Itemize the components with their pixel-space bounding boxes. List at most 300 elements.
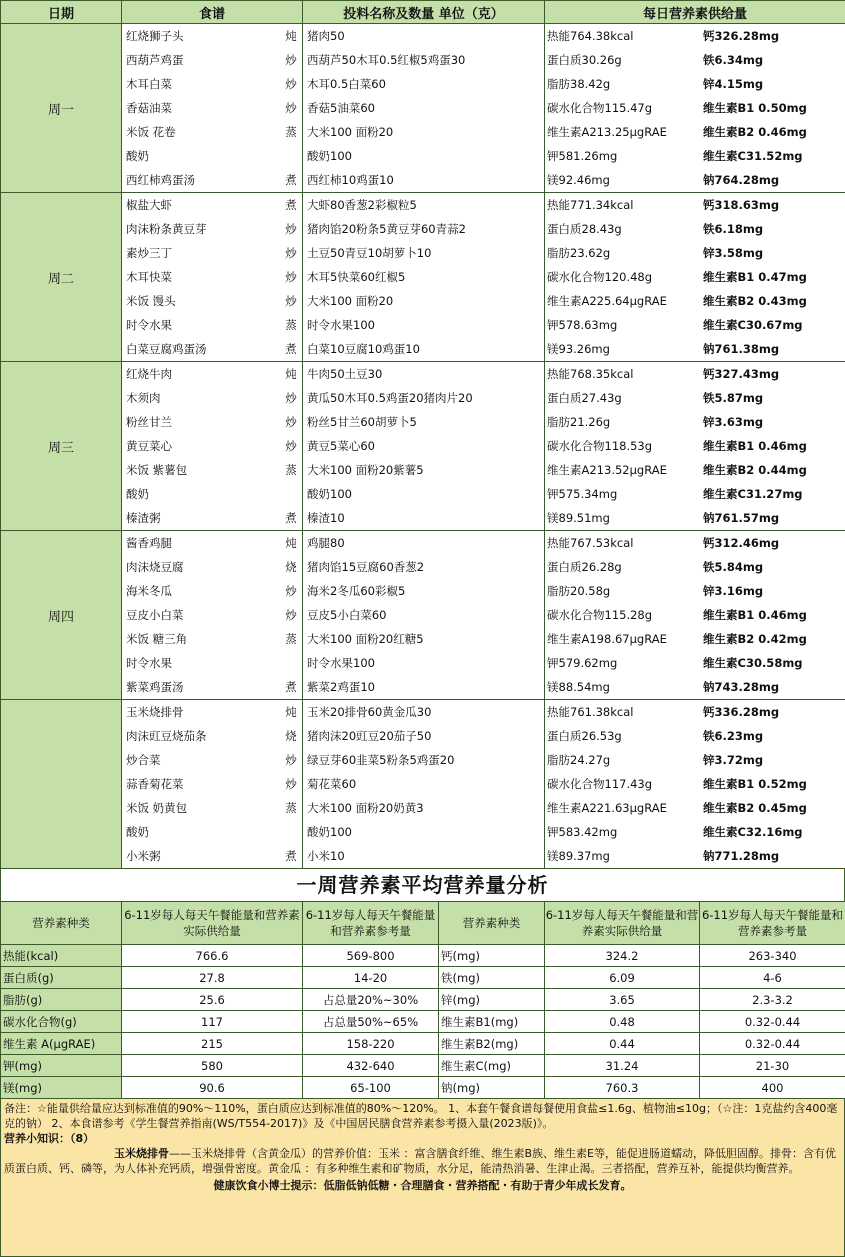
menu-body <box>1 24 845 869</box>
nutrient-value: 蛋白质26.53g <box>545 724 701 748</box>
nutrient-value: 钠743.28mg <box>701 675 845 699</box>
summary-value: 569-800 <box>303 945 439 967</box>
nutrient-value: 铁6.34mg <box>701 48 845 72</box>
nutrient-value: 锌4.15mg <box>701 72 845 96</box>
nutrient-type: 维生素 A(μgRAE) <box>1 1033 122 1055</box>
menu-day-row <box>1 24 845 193</box>
ingredient-item: 木耳0.5白菜60 <box>303 72 544 96</box>
ingredient-item: 猪肉馅15豆腐60香葱2 <box>303 555 544 579</box>
ingredient-item: 土豆50青豆10胡萝卜10 <box>303 241 544 265</box>
dish-name: 米饭 奶黄包 <box>126 796 280 820</box>
nutrient-value: 维生素B2 0.46mg <box>701 120 845 144</box>
nutrient-value: 镁92.46mg <box>545 168 701 192</box>
dish-item <box>122 24 302 48</box>
nutrient-value: 锌3.63mg <box>701 410 845 434</box>
ingredient-list <box>303 531 545 700</box>
nutrient-type: 维生素B2(mg) <box>439 1033 545 1055</box>
dish-name: 红烧牛肉 <box>126 362 280 386</box>
dish-item <box>122 820 302 844</box>
nutrient-value: 脂肪23.62g <box>545 241 701 265</box>
dish-name: 米饭 紫薯包 <box>126 458 280 482</box>
nutrient-value: 维生素A225.64μgRAE <box>545 289 701 313</box>
nutrient-row <box>545 458 845 482</box>
nutrient-type: 维生素B1(mg) <box>439 1011 545 1033</box>
dish-item <box>122 168 302 192</box>
nutrient-value: 蛋白质30.26g <box>545 48 701 72</box>
dish-item <box>122 555 302 579</box>
ingredient-item: 大米100 面粉20红糖5 <box>303 627 544 651</box>
cooking-method: 炖 <box>280 24 302 48</box>
ingredient-item: 榛渣10 <box>303 506 544 530</box>
nutrient-value: 热能764.38kcal <box>545 24 701 48</box>
dish-name: 米饭 糖三角 <box>126 627 280 651</box>
nutrient-value: 钾575.34mg <box>545 482 701 506</box>
tips-text: ——玉米烧排骨（含黄金瓜）的营养价值：玉米 ：富含膳食纤维、维生素B族、维生素E等，能促进肠道蠕动，降低胆固醇。排骨：含有优质蛋白质、钙、磷等，为人体补充钙质，增强骨密度。黄金瓜 ：有多种维生素和矿物质，水分足，能清热消暑、生津止渴。三者搭配，营养互补，能提供均衡营养。 <box>4 1147 836 1175</box>
dish-list <box>122 700 303 869</box>
nutrient-row <box>545 820 845 844</box>
nutrient-value: 维生素B1 0.46mg <box>701 603 845 627</box>
ingredient-item: 猪肉沫20豇豆20茄子50 <box>303 724 544 748</box>
cooking-method: 煮 <box>280 193 302 217</box>
summary-value: 0.32-0.44 <box>700 1011 845 1033</box>
summary-value: 90.6 <box>122 1077 303 1099</box>
menu-day-row <box>1 700 845 869</box>
nutrient-type: 热能(kcal) <box>1 945 122 967</box>
cooking-method: 炒 <box>280 579 302 603</box>
ingredient-item: 木耳5快菜60红椒5 <box>303 265 544 289</box>
ingredient-item: 时令水果100 <box>303 651 544 675</box>
dish-item <box>122 313 302 337</box>
nutrient-value: 碳水化合物115.28g <box>545 603 701 627</box>
dish-item <box>122 410 302 434</box>
dish-name: 海米冬瓜 <box>126 579 280 603</box>
nutrient-value: 铁5.87mg <box>701 386 845 410</box>
nutrient-row <box>545 675 845 699</box>
nutrient-value: 钠761.57mg <box>701 506 845 530</box>
nutrient-value: 钙336.28mg <box>701 700 845 724</box>
day-label <box>1 700 122 869</box>
ingredient-list <box>303 362 545 531</box>
ingredient-item: 大虾80香葱2彩椒粒5 <box>303 193 544 217</box>
dish-name: 木耳白菜 <box>126 72 280 96</box>
dish-name: 木须肉 <box>126 386 280 410</box>
dish-name: 木耳快菜 <box>126 265 280 289</box>
nutrient-list <box>545 531 845 700</box>
summary-value: 25.6 <box>122 989 303 1011</box>
nutrient-list <box>545 193 845 362</box>
ingredient-list <box>303 24 545 193</box>
ingredient-item: 牛肉50土豆30 <box>303 362 544 386</box>
nutrient-value: 维生素C32.16mg <box>701 820 845 844</box>
nutrient-value: 维生素B2 0.44mg <box>701 458 845 482</box>
summary-value: 215 <box>122 1033 303 1055</box>
ingredient-item: 粉丝5甘兰60胡萝卜5 <box>303 410 544 434</box>
nutrient-value: 镁88.54mg <box>545 675 701 699</box>
summary-value: 6.09 <box>545 967 700 989</box>
summary-body <box>1 945 845 1099</box>
dish-name: 酸奶 <box>126 820 280 844</box>
ingredient-item: 猪肉馅20粉条5黄豆芽60青蒜2 <box>303 217 544 241</box>
ingredient-item: 黄豆5菜心60 <box>303 434 544 458</box>
nutrient-row <box>545 193 845 217</box>
nutrient-value: 维生素B1 0.46mg <box>701 434 845 458</box>
nutrient-row <box>545 313 845 337</box>
nutrient-row <box>545 289 845 313</box>
dish-item <box>122 482 302 506</box>
nutrient-row <box>545 168 845 192</box>
nutrient-row <box>545 772 845 796</box>
cooking-method: 炒 <box>280 603 302 627</box>
summary-value: 580 <box>122 1055 303 1077</box>
cooking-method: 煮 <box>280 844 302 868</box>
dish-name: 肉沫豇豆烧茄条 <box>126 724 280 748</box>
nutrient-row <box>545 217 845 241</box>
nutrient-row <box>545 748 845 772</box>
dish-item <box>122 241 302 265</box>
dish-item <box>122 579 302 603</box>
cooking-method: 烧 <box>280 724 302 748</box>
nutrient-value: 碳水化合物117.43g <box>545 772 701 796</box>
nutrient-value: 维生素B1 0.50mg <box>701 96 845 120</box>
cooking-method <box>280 144 302 168</box>
summary-header: 营养素种类 <box>1 902 122 945</box>
summary-value: 0.44 <box>545 1033 700 1055</box>
ingredient-list <box>303 700 545 869</box>
summary-row <box>1 1077 845 1099</box>
header-recipe: 食谱 <box>122 1 303 24</box>
cooking-method: 炒 <box>280 289 302 313</box>
day-label: 周三 <box>1 362 122 531</box>
nutrient-value: 维生素B2 0.45mg <box>701 796 845 820</box>
nutrient-value: 镁89.37mg <box>545 844 701 868</box>
dish-name: 小米粥 <box>126 844 280 868</box>
nutrient-value: 钠771.28mg <box>701 844 845 868</box>
ingredient-item: 菊花菜60 <box>303 772 544 796</box>
ingredient-item: 猪肉50 <box>303 24 544 48</box>
summary-value: 3.65 <box>545 989 700 1011</box>
nutrient-row <box>545 651 845 675</box>
nutrient-type: 铁(mg) <box>439 967 545 989</box>
nutrient-row <box>545 531 845 555</box>
ingredient-list <box>303 193 545 362</box>
dish-item <box>122 265 302 289</box>
dish-name: 酸奶 <box>126 144 280 168</box>
nutrient-type: 脂肪(g) <box>1 989 122 1011</box>
ingredient-item: 大米100 面粉20 <box>303 120 544 144</box>
dish-name: 炒合菜 <box>126 748 280 772</box>
cooking-method: 蒸 <box>280 458 302 482</box>
header-day: 日期 <box>1 1 122 24</box>
summary-row <box>1 945 845 967</box>
ingredient-item: 小米10 <box>303 844 544 868</box>
nutrient-value: 碳水化合物115.47g <box>545 96 701 120</box>
summary-row <box>1 1011 845 1033</box>
nutrient-row <box>545 844 845 868</box>
nutrient-list <box>545 24 845 193</box>
day-label: 周二 <box>1 193 122 362</box>
cooking-method: 炒 <box>280 96 302 120</box>
dish-name: 黄豆菜心 <box>126 434 280 458</box>
nutrient-row <box>545 434 845 458</box>
nutrient-row <box>545 144 845 168</box>
summary-value: 324.2 <box>545 945 700 967</box>
nutrient-type: 蛋白质(g) <box>1 967 122 989</box>
menu-header-row <box>1 1 845 24</box>
dish-name: 西红柿鸡蛋汤 <box>126 168 280 192</box>
nutrient-row <box>545 265 845 289</box>
summary-row <box>1 989 845 1011</box>
summary-value: 0.32-0.44 <box>700 1033 845 1055</box>
cooking-method: 蒸 <box>280 796 302 820</box>
dish-name: 粉丝甘兰 <box>126 410 280 434</box>
nutrient-row <box>545 337 845 361</box>
summary-value: 27.8 <box>122 967 303 989</box>
nutrient-value: 钙326.28mg <box>701 24 845 48</box>
slogan-text: 健康饮食小博士提示：低脂低钠低糖・合理膳食・营养搭配・有助于青少年成长发育。 <box>4 1178 841 1193</box>
dish-name: 素炒三丁 <box>126 241 280 265</box>
nutrient-row <box>545 386 845 410</box>
dish-item <box>122 796 302 820</box>
nutrient-row <box>545 627 845 651</box>
nutrient-value: 锌3.16mg <box>701 579 845 603</box>
dish-item <box>122 603 302 627</box>
menu-day-row <box>1 362 845 531</box>
header-nutrition: 每日营养素供给量 <box>545 1 845 24</box>
summary-value: 158-220 <box>303 1033 439 1055</box>
menu-day-row <box>1 193 845 362</box>
summary-value: 117 <box>122 1011 303 1033</box>
dish-item <box>122 675 302 699</box>
nutrient-row <box>545 700 845 724</box>
cooking-method <box>280 651 302 675</box>
menu-day-row <box>1 531 845 700</box>
dish-list <box>122 531 303 700</box>
summary-value: 65-100 <box>303 1077 439 1099</box>
nutrient-value: 热能767.53kcal <box>545 531 701 555</box>
ingredient-item: 白菜10豆腐10鸡蛋10 <box>303 337 544 361</box>
summary-value: 2.3-3.2 <box>700 989 845 1011</box>
ingredient-item: 香菇5油菜60 <box>303 96 544 120</box>
dish-name: 紫菜鸡蛋汤 <box>126 675 280 699</box>
nutrient-value: 热能768.35kcal <box>545 362 701 386</box>
cooking-method: 烧 <box>280 555 302 579</box>
cooking-method: 煮 <box>280 675 302 699</box>
summary-row <box>1 1055 845 1077</box>
summary-value: 766.6 <box>122 945 303 967</box>
cooking-method: 蒸 <box>280 627 302 651</box>
nutrient-type: 钙(mg) <box>439 945 545 967</box>
summary-value: 432-640 <box>303 1055 439 1077</box>
summary-header: 6-11岁每人每天午餐能量和营养素参考量 <box>303 902 439 945</box>
nutrient-value: 钠764.28mg <box>701 168 845 192</box>
cooking-method: 煮 <box>280 506 302 530</box>
dish-name: 豆皮小白菜 <box>126 603 280 627</box>
nutrient-row <box>545 579 845 603</box>
nutrient-value: 碳水化合物118.53g <box>545 434 701 458</box>
summary-value: 0.48 <box>545 1011 700 1033</box>
nutrition-summary-table <box>0 901 845 1099</box>
cooking-method <box>280 482 302 506</box>
dish-item <box>122 434 302 458</box>
nutrient-row <box>545 603 845 627</box>
dish-item <box>122 337 302 361</box>
cooking-method: 炒 <box>280 217 302 241</box>
summary-header: 6-11岁每人每天午餐能量和营养素实际供给量 <box>545 902 700 945</box>
nutrient-value: 维生素A213.25μgRAE <box>545 120 701 144</box>
summary-row <box>1 967 845 989</box>
nutrient-row <box>545 72 845 96</box>
dish-item <box>122 506 302 530</box>
dish-item <box>122 458 302 482</box>
summary-header: 6-11岁每人每天午餐能量和营养素实际供给量 <box>122 902 303 945</box>
ingredient-item: 西红柿10鸡蛋10 <box>303 168 544 192</box>
nutrient-value: 钙312.46mg <box>701 531 845 555</box>
nutrient-value: 维生素C30.58mg <box>701 651 845 675</box>
nutrient-value: 镁93.26mg <box>545 337 701 361</box>
nutrient-value: 脂肪38.42g <box>545 72 701 96</box>
nutrient-value: 维生素A198.67μgRAE <box>545 627 701 651</box>
nutrient-value: 铁6.23mg <box>701 724 845 748</box>
cooking-method: 炖 <box>280 362 302 386</box>
nutrient-type: 钠(mg) <box>439 1077 545 1099</box>
summary-header: 营养素种类 <box>439 902 545 945</box>
ingredient-item: 紫菜2鸡蛋10 <box>303 675 544 699</box>
summary-value: 占总量50%~65% <box>303 1011 439 1033</box>
nutrient-value: 热能761.38kcal <box>545 700 701 724</box>
dish-item <box>122 386 302 410</box>
dish-item <box>122 844 302 868</box>
ingredient-item: 大米100 面粉20奶黄3 <box>303 796 544 820</box>
cooking-method: 炒 <box>280 410 302 434</box>
nutrient-value: 维生素C31.52mg <box>701 144 845 168</box>
dish-list <box>122 24 303 193</box>
ingredient-item: 玉米20排骨60黄金瓜30 <box>303 700 544 724</box>
nutrient-value: 钙327.43mg <box>701 362 845 386</box>
ingredient-item: 酸奶100 <box>303 144 544 168</box>
notes-box <box>0 1099 845 1257</box>
summary-title: 一周营养素平均营养量分析 <box>0 869 845 901</box>
remark-text: 备注：☆能量供给量应达到标准值的90%～110%，蛋白质应达到标准值的80%～120%。 1、本套午餐食谱每餐使用食盐≤1.6g、植物油≤10g；（☆注：1克盐约含400毫克的钠） 2、本食谱参考《学生餐营养指南(WS/T554-2017)》及《中国居民膳食营养素参考摄入量(2023版)》。 <box>4 1101 841 1131</box>
nutrient-value: 镁89.51mg <box>545 506 701 530</box>
nutrient-value: 钾583.42mg <box>545 820 701 844</box>
nutrient-list <box>545 700 845 869</box>
nutrient-value: 脂肪21.26g <box>545 410 701 434</box>
cooking-method: 炖 <box>280 700 302 724</box>
tips-lead: 玉米烧排骨 <box>114 1147 169 1160</box>
dish-name: 米饭 馒头 <box>126 289 280 313</box>
nutrient-value: 维生素A213.52μgRAE <box>545 458 701 482</box>
nutrient-row <box>545 796 845 820</box>
dish-name: 肉沫烧豆腐 <box>126 555 280 579</box>
nutrient-value: 维生素B2 0.43mg <box>701 289 845 313</box>
cooking-method: 炒 <box>280 386 302 410</box>
tips-paragraph <box>4 1146 841 1176</box>
nutrient-value: 维生素B1 0.52mg <box>701 772 845 796</box>
ingredient-item: 豆皮5小白菜60 <box>303 603 544 627</box>
dish-name: 榛渣粥 <box>126 506 280 530</box>
dish-item <box>122 289 302 313</box>
nutrient-row <box>545 48 845 72</box>
ingredient-item: 黄瓜50木耳0.5鸡蛋20猪肉片20 <box>303 386 544 410</box>
dish-item <box>122 72 302 96</box>
nutrient-value: 钾578.63mg <box>545 313 701 337</box>
dish-item <box>122 531 302 555</box>
dish-item <box>122 748 302 772</box>
cooking-method: 炒 <box>280 434 302 458</box>
summary-value: 31.24 <box>545 1055 700 1077</box>
nutrient-value: 维生素B1 0.47mg <box>701 265 845 289</box>
summary-row <box>1 1033 845 1055</box>
nutrient-list <box>545 362 845 531</box>
cooking-method: 炒 <box>280 72 302 96</box>
nutrient-value: 蛋白质28.43g <box>545 217 701 241</box>
cooking-method: 煮 <box>280 168 302 192</box>
dish-name: 香菇油菜 <box>126 96 280 120</box>
dish-item <box>122 724 302 748</box>
summary-value: 21-30 <box>700 1055 845 1077</box>
nutrient-row <box>545 120 845 144</box>
nutrient-type: 钾(mg) <box>1 1055 122 1077</box>
dish-item <box>122 627 302 651</box>
nutrient-value: 脂肪20.58g <box>545 579 701 603</box>
nutrient-value: 蛋白质26.28g <box>545 555 701 579</box>
nutrient-value: 钠761.38mg <box>701 337 845 361</box>
dish-item <box>122 193 302 217</box>
cooking-method: 蒸 <box>280 120 302 144</box>
summary-value: 4-6 <box>700 967 845 989</box>
ingredient-item: 绿豆芽60韭菜5粉条5鸡蛋20 <box>303 748 544 772</box>
tips-title: 营养小知识：（8） <box>4 1131 841 1146</box>
day-label: 周一 <box>1 24 122 193</box>
nutrient-value: 钾579.62mg <box>545 651 701 675</box>
dish-item <box>122 700 302 724</box>
nutrient-type: 碳水化合物(g) <box>1 1011 122 1033</box>
nutrient-value: 脂肪24.27g <box>545 748 701 772</box>
ingredient-item: 鸡腿80 <box>303 531 544 555</box>
dish-item <box>122 48 302 72</box>
dish-item <box>122 362 302 386</box>
header-ingredients: 投料名称及数量 单位（克） <box>303 1 545 24</box>
summary-value: 占总量20%~30% <box>303 989 439 1011</box>
cooking-method: 炒 <box>280 772 302 796</box>
dish-name: 白菜豆腐鸡蛋汤 <box>126 337 280 361</box>
summary-header: 6-11岁每人每天午餐能量和营养素参考量 <box>700 902 845 945</box>
day-label: 周四 <box>1 531 122 700</box>
dish-list <box>122 193 303 362</box>
ingredient-item: 大米100 面粉20紫薯5 <box>303 458 544 482</box>
dish-item <box>122 651 302 675</box>
ingredient-item: 西葫芦50木耳0.5红椒5鸡蛋30 <box>303 48 544 72</box>
dish-item <box>122 772 302 796</box>
cooking-method: 煮 <box>280 337 302 361</box>
summary-header-row <box>1 902 845 945</box>
nutrient-value: 锌3.72mg <box>701 748 845 772</box>
cooking-method: 炒 <box>280 265 302 289</box>
cooking-method: 炒 <box>280 48 302 72</box>
nutrient-row <box>545 24 845 48</box>
dish-name: 酸奶 <box>126 482 280 506</box>
dish-item <box>122 144 302 168</box>
nutrient-value: 铁6.18mg <box>701 217 845 241</box>
dish-name: 椒盐大虾 <box>126 193 280 217</box>
ingredient-item: 海米2冬瓜60彩椒5 <box>303 579 544 603</box>
cooking-method: 蒸 <box>280 313 302 337</box>
dish-name: 玉米烧排骨 <box>126 700 280 724</box>
cooking-method: 炖 <box>280 531 302 555</box>
ingredient-item: 时令水果100 <box>303 313 544 337</box>
ingredient-item: 大米100 面粉20 <box>303 289 544 313</box>
dish-name: 米饭 花卷 <box>126 120 280 144</box>
